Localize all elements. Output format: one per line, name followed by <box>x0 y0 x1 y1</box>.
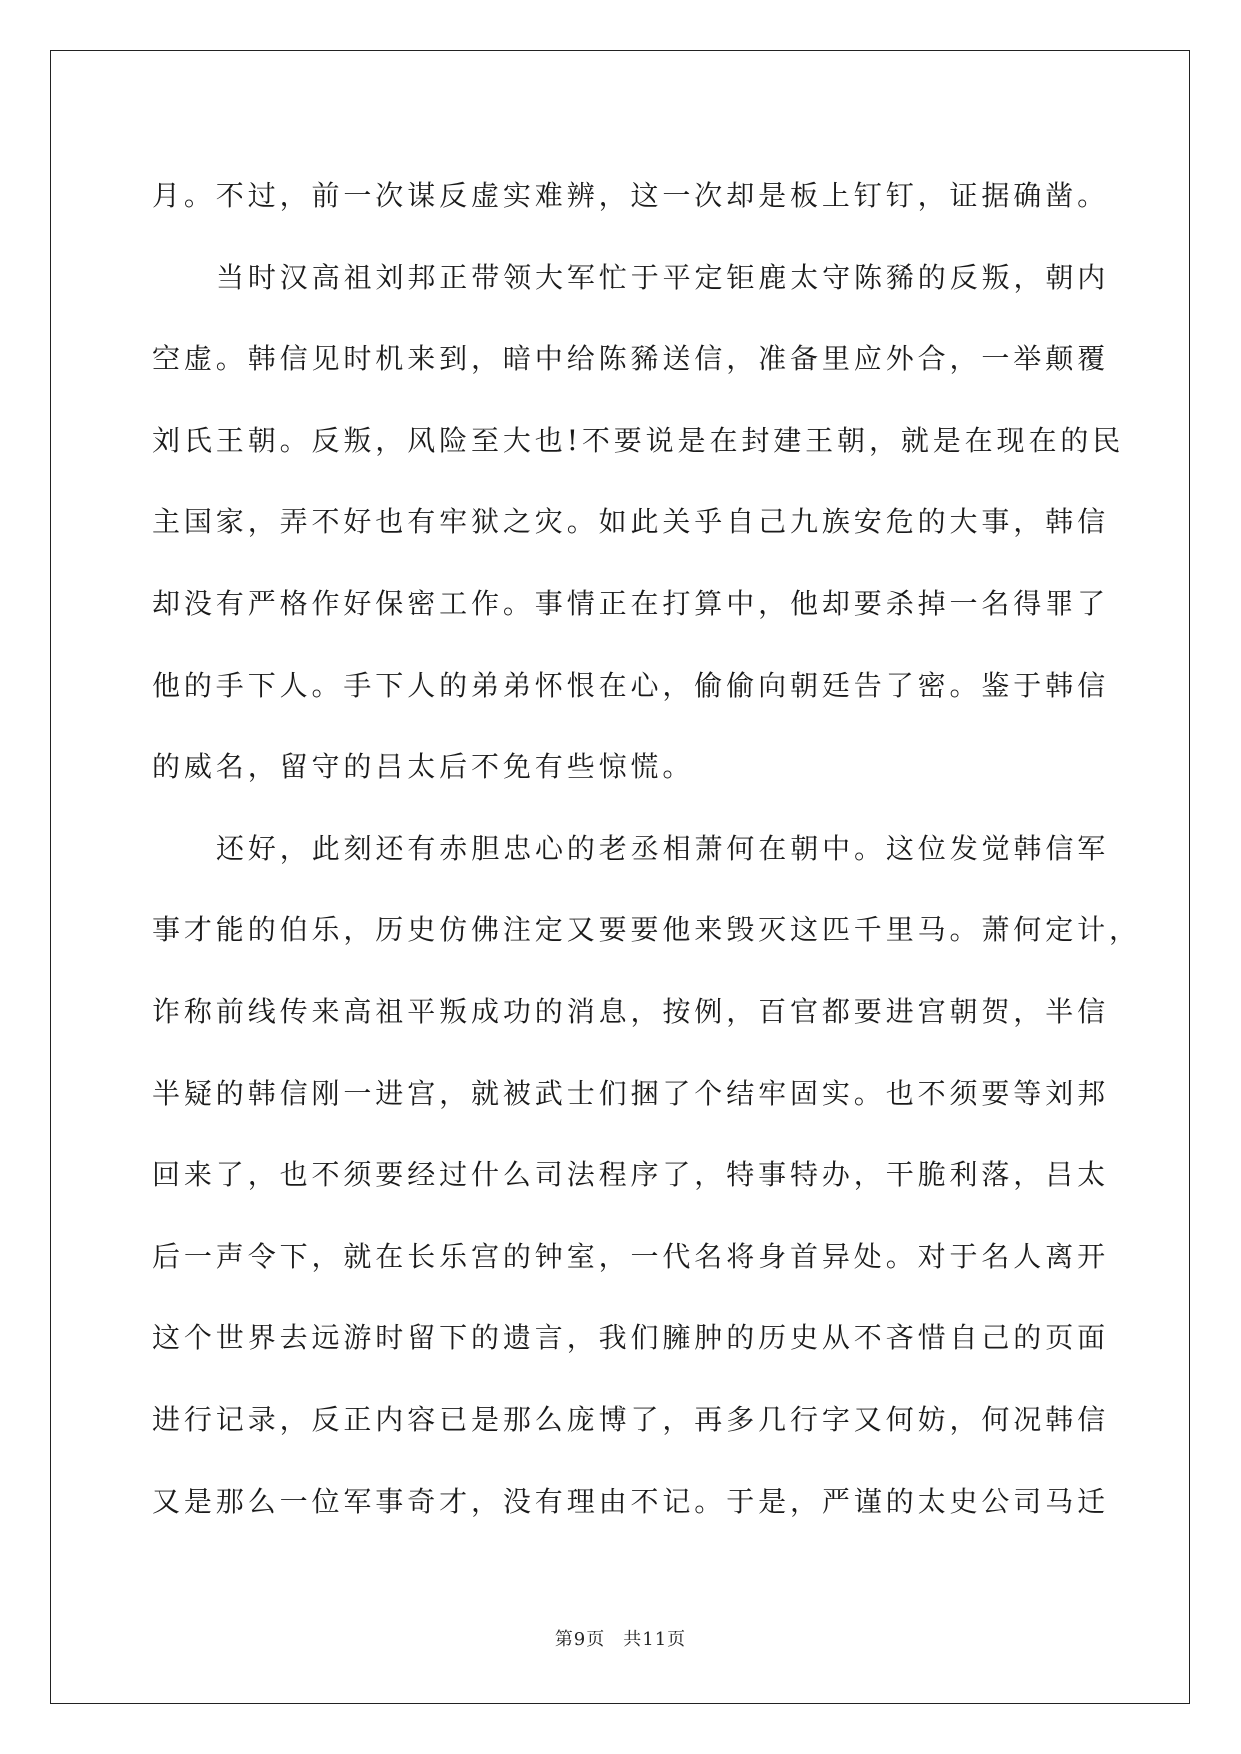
text-line: 空虚。韩信见时机来到，暗中给陈豨送信，准备里应外合，一举颠覆 <box>152 342 1110 376</box>
text-line: 却没有严格作好保密工作。事情正在打算中，他却要杀掉一名得罪了 <box>152 586 1110 620</box>
page-footer <box>0 1625 1241 1651</box>
text-line: 进行记录，反正内容已是那么庞博了，再多几行字又何妨，何况韩信 <box>152 1402 1110 1436</box>
paragraph-1 <box>152 155 1110 237</box>
text-line: 月。不过，前一次谋反虚实难辨，这一次却是板上钉钉，证据确凿。 <box>152 179 1110 212</box>
text-line: 的威名，留守的吕太后不免有些惊慌。 <box>152 750 695 784</box>
text-line: 半疑的韩信刚一进宫，就被武士们捆了个结牢固实。也不须要等刘邦 <box>152 1076 1110 1110</box>
document-body <box>152 155 1141 1542</box>
text-line: 主国家，弄不好也有牢狱之灾。如此关乎自己九族安危的大事，韩信 <box>152 505 1110 539</box>
paragraph-3 <box>152 808 1141 1542</box>
text-line: 他的手下人。手下人的弟弟怀恨在心，偷偷向朝廷告了密。鉴于韩信 <box>152 668 1110 702</box>
page-number-label: 第9页 <box>554 1629 606 1650</box>
text-line: 又是那么一位军事奇才，没有理由不记。于是，严谨的太史公司马迁 <box>152 1484 1110 1518</box>
text-line: 这个世界去远游时留下的遗言，我们臃肿的历史从不吝惜自己的页面 <box>152 1321 1110 1355</box>
page-total-label: 共11页 <box>623 1629 687 1650</box>
text-line: 刘氏王朝。反叛，风险至大也!不要说是在封建王朝，就是在现在的民 <box>152 423 1125 457</box>
text-line: 还好，此刻还有赤胆忠心的老丞相萧何在朝中。这位发觉韩信军 <box>216 831 1110 865</box>
text-line: 回来了，也不须要经过什么司法程序了，特事特办，干脆利落，吕太 <box>152 1158 1110 1192</box>
text-line: 诈称前线传来高祖平叛成功的消息，按例，百官都要进宫朝贺，半信 <box>152 994 1110 1028</box>
text-line: 后一声令下，就在长乐宫的钟室，一代名将身首异处。对于名人离开 <box>152 1239 1110 1273</box>
text-line: 当时汉高祖刘邦正带领大军忙于平定钜鹿太守陈豨的反叛，朝内 <box>216 260 1110 294</box>
paragraph-2 <box>152 237 1125 808</box>
text-line: 事才能的伯乐，历史仿佛注定又要要他来毁灭这匹千里马。萧何定计， <box>152 913 1141 947</box>
